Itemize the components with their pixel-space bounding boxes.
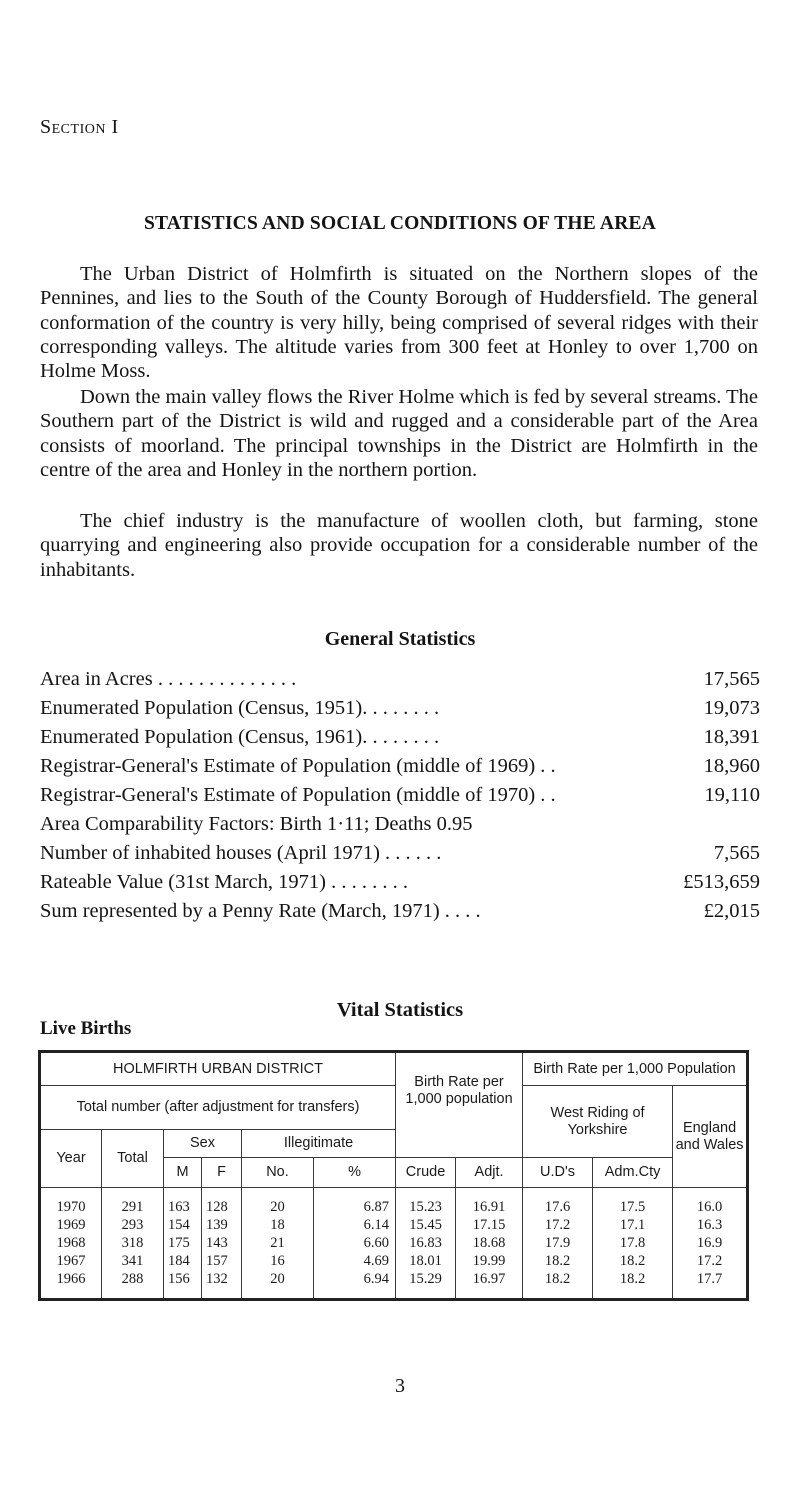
illegitimate-header: Illegitimate: [242, 1130, 396, 1158]
admin-county-cell: 18.2: [593, 1252, 673, 1270]
adjusted-cell: 16.97: [456, 1270, 523, 1300]
year-cell: 1970: [40, 1188, 102, 1217]
intro-paragraph-2: Down the main valley flows the River Holme which is fed by several streams. The Southern part of the District is wild and rugged and a considerable part of the Area consists of moorland. The principal townships in the District are Holmfirth in the centre of the area and Honley in the northern portion.: [40, 386, 758, 481]
adjusted-cell: 19.99: [456, 1252, 523, 1270]
stat-value: 17,565: [703, 668, 760, 690]
birth-rate-spacer: [396, 1130, 523, 1158]
female-header: F: [202, 1158, 242, 1188]
stat-label: Registrar-General's Estimate of Population (middle of 1970) . .: [40, 784, 556, 806]
stat-row-area: [40, 665, 760, 694]
live-births-heading: Live Births: [40, 1018, 132, 1039]
stat-label: Enumerated Population (Census, 1961). . . . . . . .: [40, 726, 440, 748]
general-statistics-heading: General Statistics: [324, 628, 476, 650]
adjusted-cell: 18.68: [456, 1234, 523, 1252]
page-number: 3: [395, 1375, 405, 1397]
stat-row-penny-rate: [40, 897, 760, 926]
stat-label: Enumerated Population (Census, 1951). . . . . . . .: [40, 697, 440, 719]
stat-value: £2,015: [703, 900, 760, 922]
year-cell: 1966: [40, 1270, 102, 1300]
stat-row-estimate-1969: [40, 752, 760, 781]
admin-county-cell: 17.8: [593, 1234, 673, 1252]
west-riding-header: West Riding of Yorkshire: [523, 1086, 673, 1158]
england-wales-cell: 17.7: [673, 1270, 748, 1300]
admin-county-cell: 17.5: [593, 1188, 673, 1217]
stat-value: 7,565: [713, 842, 760, 864]
stat-row-estimate-1970: [40, 781, 760, 810]
illegitimate-no-header: No.: [242, 1158, 314, 1188]
illegitimate-pct-cell: 6.87: [314, 1188, 396, 1217]
vital-statistics-heading: Vital Statistics: [336, 999, 464, 1021]
female-cell: 132: [202, 1270, 242, 1300]
england-wales-cell: 16.9: [673, 1234, 748, 1252]
stat-value: 19,110: [704, 784, 760, 806]
year-cell: 1968: [40, 1234, 102, 1252]
admin-county-cell: 17.1: [593, 1216, 673, 1234]
urban-districts-cell: 17.9: [523, 1234, 593, 1252]
stat-value: 18,960: [703, 755, 760, 777]
section-label: Section I: [40, 116, 119, 138]
adjusted-header: Adjt.: [456, 1158, 523, 1188]
stat-row-houses: [40, 839, 760, 868]
illegitimate-pct-cell: 6.14: [314, 1216, 396, 1234]
sex-header: Sex: [164, 1130, 242, 1158]
stat-value: 19,073: [703, 697, 760, 719]
admin-county-header: Adm.Cty: [593, 1158, 673, 1188]
total-cell: 341: [102, 1252, 164, 1270]
adjusted-cell: 16.91: [456, 1188, 523, 1217]
birth-rate-per-1000-header: Birth Rate per 1,000 Population: [523, 1052, 748, 1086]
live-births-table: [38, 1050, 749, 1301]
intro-paragraph-1: The Urban District of Holmfirth is situated on the Northern slopes of the Pennines, and lies to the South of the County Borough of Huddersfield. The general conformation of the country is very hilly, being comprised of several ridges with their corresponding valleys. The altitude varies from 300 feet at Honley to over 1,700 on Holme Moss.: [40, 263, 758, 383]
table-row: [40, 1270, 748, 1300]
total-header: Total: [102, 1130, 164, 1188]
table-row: [40, 1216, 748, 1234]
stat-label: Sum represented by a Penny Rate (March, 1971) . . . .: [40, 900, 481, 922]
england-wales-cell: 16.3: [673, 1216, 748, 1234]
total-cell: 288: [102, 1270, 164, 1300]
table-row: [40, 1188, 748, 1217]
illegitimate-no-cell: 16: [242, 1252, 314, 1270]
female-cell: 139: [202, 1216, 242, 1234]
illegitimate-pct-cell: 6.94: [314, 1270, 396, 1300]
year-header: Year: [40, 1130, 102, 1188]
england-wales-cell: 17.2: [673, 1252, 748, 1270]
year-cell: 1967: [40, 1252, 102, 1270]
stat-value: 18,391: [703, 726, 760, 748]
urban-districts-cell: 18.2: [523, 1252, 593, 1270]
urban-districts-header: U.D's: [523, 1158, 593, 1188]
stat-row-census-1951: [40, 694, 760, 723]
total-cell: 291: [102, 1188, 164, 1217]
general-statistics-list: [40, 665, 760, 926]
male-cell: 163: [164, 1188, 202, 1217]
birth-rate-header: Birth Rate per 1,000 population: [396, 1052, 523, 1130]
crude-cell: 15.23: [396, 1188, 456, 1217]
illegitimate-no-cell: 20: [242, 1270, 314, 1300]
table-row: [40, 1234, 748, 1252]
crude-cell: 18.01: [396, 1252, 456, 1270]
female-cell: 157: [202, 1252, 242, 1270]
england-wales-header: England and Wales: [673, 1086, 748, 1188]
male-header: M: [164, 1158, 202, 1188]
illegitimate-no-cell: 21: [242, 1234, 314, 1252]
illegitimate-pct-header: %: [314, 1158, 396, 1188]
admin-county-cell: 18.2: [593, 1270, 673, 1300]
stat-row-rateable-value: [40, 868, 760, 897]
male-cell: 154: [164, 1216, 202, 1234]
male-cell: 175: [164, 1234, 202, 1252]
total-cell: 318: [102, 1234, 164, 1252]
stat-row-census-1961: [40, 723, 760, 752]
female-cell: 128: [202, 1188, 242, 1217]
stat-label: Area Comparability Factors: Birth 1·11; Deaths 0.95: [40, 813, 473, 835]
year-cell: 1969: [40, 1216, 102, 1234]
crude-cell: 15.29: [396, 1270, 456, 1300]
stat-label: Rateable Value (31st March, 1971) . . . . . . . .: [40, 871, 408, 893]
live-births-table-frame: [38, 1050, 746, 1346]
table-row: [40, 1252, 748, 1270]
illegitimate-no-cell: 20: [242, 1188, 314, 1217]
illegitimate-pct-cell: 6.60: [314, 1234, 396, 1252]
crude-cell: 16.83: [396, 1234, 456, 1252]
stat-label: Number of inhabited houses (April 1971) . . . . . .: [40, 842, 442, 864]
stat-value: £513,659: [683, 871, 760, 893]
male-cell: 156: [164, 1270, 202, 1300]
total-number-header: Total number (after adjustment for transfers): [40, 1086, 396, 1130]
stat-label: Area in Acres . . . . . . . . . . . . . .: [40, 668, 297, 690]
illegitimate-pct-cell: 4.69: [314, 1252, 396, 1270]
female-cell: 143: [202, 1234, 242, 1252]
adjusted-cell: 17.15: [456, 1216, 523, 1234]
male-cell: 184: [164, 1252, 202, 1270]
urban-districts-cell: 17.2: [523, 1216, 593, 1234]
district-header: HOLMFIRTH URBAN DISTRICT: [40, 1052, 396, 1086]
urban-districts-cell: 17.6: [523, 1188, 593, 1217]
stat-row-comparability: [40, 810, 760, 839]
crude-header: Crude: [396, 1158, 456, 1188]
illegitimate-no-cell: 18: [242, 1216, 314, 1234]
main-heading: STATISTICS AND SOCIAL CONDITIONS OF THE AREA: [144, 213, 656, 234]
stat-label: Registrar-General's Estimate of Population (middle of 1969) . .: [40, 755, 556, 777]
crude-cell: 15.45: [396, 1216, 456, 1234]
intro-paragraph-3: The chief industry is the manufacture of woollen cloth, but farming, stone quarrying and engineering also provide occupation for a considerable number of the inhabitants.: [40, 510, 758, 581]
urban-districts-cell: 18.2: [523, 1270, 593, 1300]
england-wales-cell: 16.0: [673, 1188, 748, 1217]
total-cell: 293: [102, 1216, 164, 1234]
